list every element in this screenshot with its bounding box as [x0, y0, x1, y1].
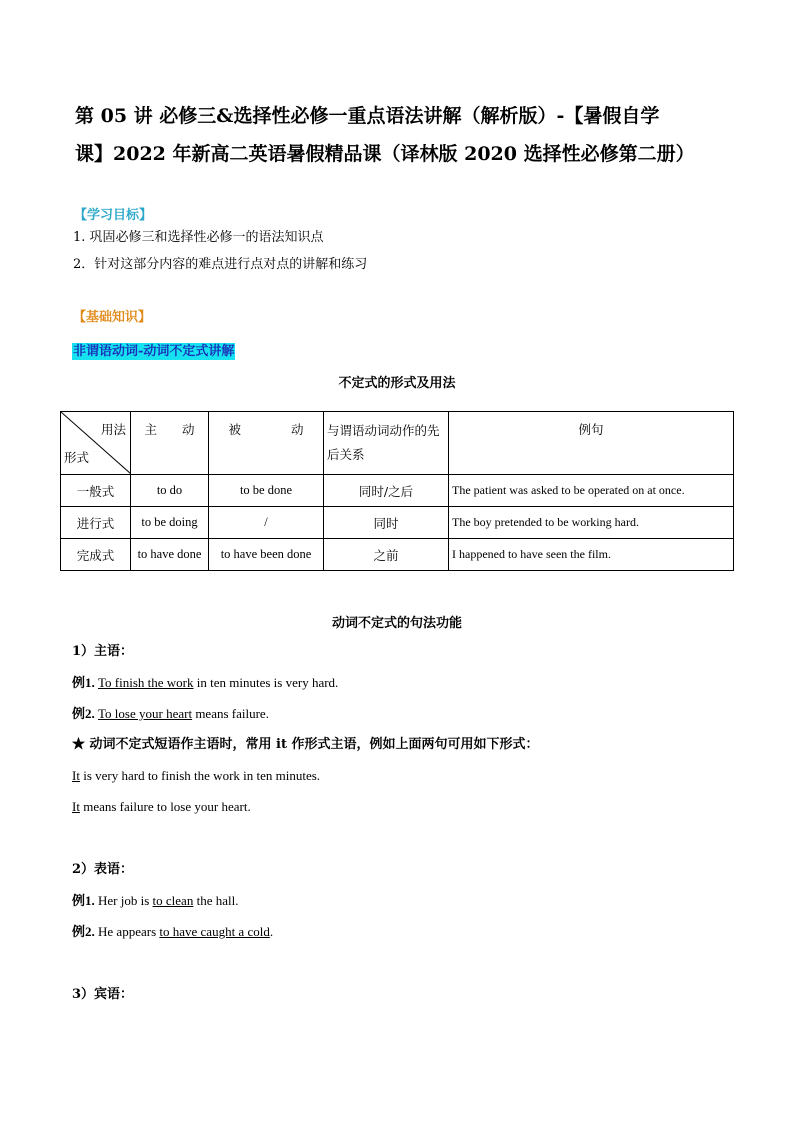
- row-relation: 同时: [324, 507, 449, 539]
- table-title: 不定式的形式及用法: [338, 376, 456, 391]
- corner-top-label: 用法: [100, 422, 126, 437]
- learning-goal-item-2: 2．针对这部分内容的难点进行点对点的讲解和练习: [73, 257, 368, 272]
- example-label: 例2.: [72, 924, 95, 939]
- title-line-1: 第 05 讲 必修三&选择性必修一重点语法讲解（解析版）-【暑假自学: [75, 105, 660, 127]
- table-row: [61, 507, 734, 539]
- row-example: The patient was asked to be operated on at once.: [449, 475, 734, 507]
- section-heading-text: 非谓语动词-动词不定式讲解: [73, 344, 235, 359]
- row-form: 进行式: [61, 507, 131, 539]
- example-rest: the hall.: [193, 893, 239, 908]
- subject-alt-1: [72, 767, 320, 785]
- learning-goal-item-1: 1. 巩固必修三和选择性必修一的语法知识点: [73, 230, 324, 245]
- table-row: [61, 475, 734, 507]
- underlined-phrase: To finish the work: [98, 675, 194, 690]
- row-passive: to have been done: [209, 539, 324, 571]
- underlined-phrase: It: [72, 799, 80, 814]
- subject-note: ★ 动词不定式短语作主语时，常用 it 作形式主语，例如上面两句可用如下形式：: [72, 737, 539, 752]
- document-title: [75, 97, 735, 173]
- subject-example-2: [72, 705, 269, 723]
- row-active: to have done: [131, 539, 209, 571]
- example-label: 例1.: [72, 675, 95, 690]
- learning-goal-tag: 【学习目标】: [74, 208, 153, 223]
- corner-bottom-label: 形式: [64, 450, 90, 465]
- header-relation: 与谓语动词动作的先后关系: [324, 412, 449, 475]
- row-example: I happened to have seen the film.: [449, 539, 734, 571]
- underlined-phrase: to clean: [152, 893, 194, 908]
- row-active: to do: [131, 475, 209, 507]
- table-header-row: [61, 412, 734, 475]
- predicative-example-2: [72, 923, 273, 941]
- row-active: to be doing: [131, 507, 209, 539]
- object-heading: 3）宾语：: [72, 987, 134, 1002]
- underlined-phrase: It: [72, 768, 80, 783]
- example-rest: means failure to lose your heart.: [79, 799, 251, 814]
- row-relation: 同时/之后: [324, 475, 449, 507]
- row-passive: /: [209, 507, 324, 539]
- header-passive: 被 动: [209, 412, 324, 475]
- header-active: 主 动: [131, 412, 209, 475]
- row-relation: 之前: [324, 539, 449, 571]
- example-label: 例1.: [72, 893, 95, 908]
- predicative-example-1: [72, 892, 238, 910]
- basics-tag: 【基础知识】: [73, 310, 152, 325]
- row-form: 完成式: [61, 539, 131, 571]
- underlined-phrase: To lose your heart: [98, 706, 193, 721]
- function-title: 动词不定式的句法功能: [331, 616, 462, 631]
- table-row: [61, 539, 734, 571]
- subject-example-1: [72, 674, 338, 692]
- underlined-phrase: to have caught a cold: [159, 924, 270, 939]
- example-pre: He appears: [94, 924, 160, 939]
- row-passive: to be done: [209, 475, 324, 507]
- example-rest: in ten minutes is very hard.: [193, 675, 339, 690]
- predicative-heading: 2）表语：: [72, 862, 134, 877]
- row-example: The boy pretended to be working hard.: [449, 507, 734, 539]
- example-label: 例2.: [72, 706, 95, 721]
- title-line-2: 课】2022 年新高二英语暑假精品课（译林版 2020 选择性必修第二册）: [75, 143, 695, 165]
- section-heading: [72, 340, 235, 359]
- subject-alt-2: [72, 798, 251, 816]
- example-pre: Her job is: [94, 893, 153, 908]
- example-rest: means failure.: [192, 706, 269, 721]
- table-corner-cell: [61, 412, 131, 475]
- header-example: 例句: [449, 412, 734, 475]
- example-rest: is very hard to finish the work in ten minutes.: [79, 768, 321, 783]
- example-rest: .: [269, 924, 274, 939]
- infinitive-forms-table: [60, 411, 734, 571]
- row-form: 一般式: [61, 475, 131, 507]
- subject-heading: 1）主语：: [72, 644, 134, 659]
